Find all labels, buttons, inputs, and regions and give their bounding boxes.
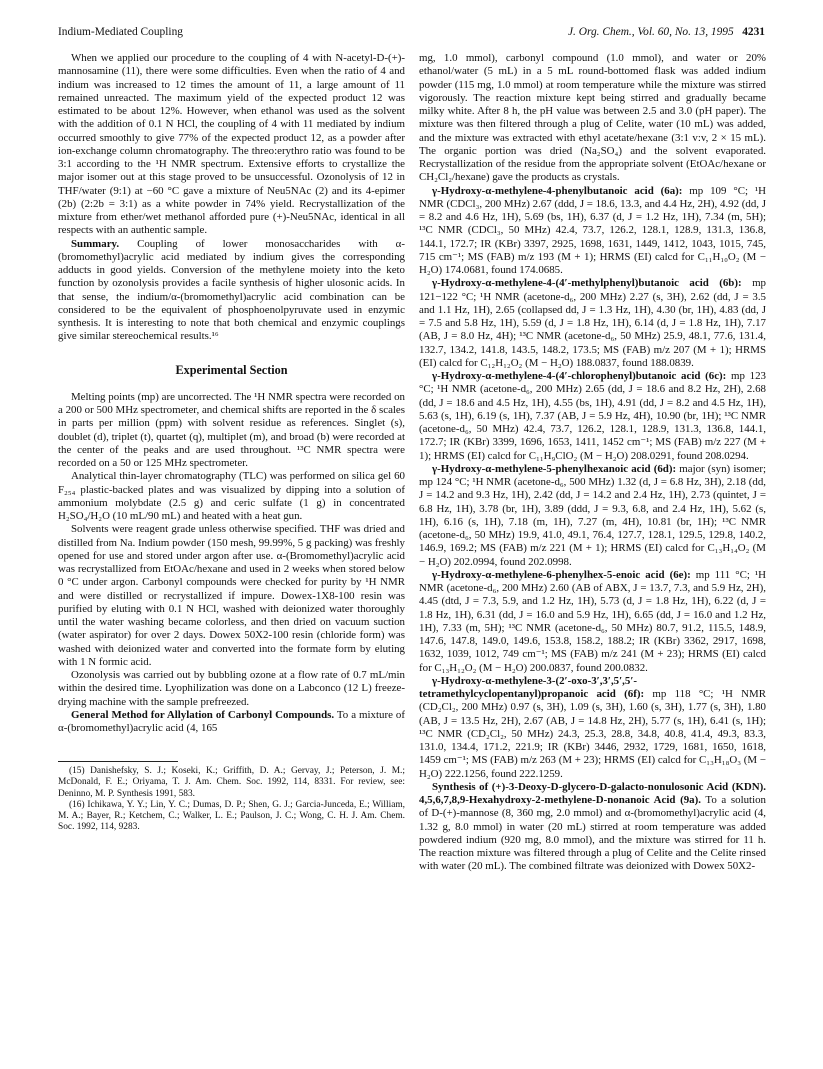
compound-6d-data: major (syn) isomer; mp 124 °C; ¹H NMR (acetone-d₆, 500 MHz) 1.32 (d, J = 6.8 Hz, 3H), 2.18 (dd, J = 14.2 and 9.3 Hz, 1H), 2.42 (dd, J = 14.2 and 2.4 Hz, 1H), 2.73 (quintet, J = 6.8 Hz, 1H), 3.78 (br, 1H), 3.89 (ddd, J = 9.3, 6.8, and 2.4 Hz, 1H), 5.62 (s, 1H), 6.16 (s, 1H), 7.18 (m, 1H), 7.27 (m, 4H), 10.81 (br, 1H); ¹³C NMR (acetone-d₆, 50 MHz) 19.9, 41.0, 49.1, 76.4, 127.7, 128.1, 129.5, 129.8, 140.2, 146.9, 169.2; MS (FAB) m/z 221 (M + 1); HRMS (EI) calcd for C₁₃H₁₄O₂ (M − H₂O) 202.0994, found 202.0998. <box>419 462 766 568</box>
methods-paragraph-nmr: Melting points (mp) are uncorrected. The ¹H NMR spectra were recorded on a 200 or 500 MHz spectrometer, and chemical shifts are reported in the δ scales in parts per million (ppm) with solvent residue as references. Singlet (s), doublet (d), triplet (t), quartet (q), multiplet (m), and broad (b) were recorded at the center of the peaks and are used throughout. ¹³C NMR spectra were recorded on a 50 or 125 MHz spectrometer. <box>58 390 405 469</box>
running-header <box>58 26 765 42</box>
right-column <box>419 52 766 874</box>
compound-6f-name: γ-Hydroxy-α-methylene-3-(2′-oxo-3′,3′,5′,5′-tetramethylcyclopentanyl)propanoic acid (6f): <box>419 674 645 700</box>
summary-label: Summary. <box>71 237 120 250</box>
general-method-label: General Method for Allylation of Carbonyl Compounds. <box>71 708 335 721</box>
methods-paragraph-tlc: Analytical thin-layer chromatography (TLC) was performed on silica gel 60 F₂₅₄ plastic-backed plates and was visualized by dipping into a solution of ammonium molybdate (2.5 g) and ceric sulfate (1 g) in concentrated H₂SO₄/H₂O (10 mL/90 mL) and heated with a heat gun. <box>58 470 405 522</box>
compound-6b-data: mp 121−122 °C; ¹H NMR (acetone-d₆, 200 MHz) 2.27 (s, 3H), 2.62 (dd, J = 3.5 and 1.1 Hz, 1H), 2.65 (collapsed dd, J = 1.3 Hz, 1H), 4.30 (br, 1H), 4.83 (dd, J = 7.5 and 5.8 Hz, 1H), 5.59 (d, J = 1.8 Hz, 1H), 6.14 (d, J = 1.8 Hz, 1H), 7.17 (AB, J = 8.0 Hz, 4H); ¹³C NMR (acetone-d₆, 50 MHz) 25.9, 48.1, 77.6, 131.4, 132.7, 134.2, 141.8, 143.5, 148.2, 173.5; MS (FAB) m/z 207 (M + 1); HRMS (EI) calcd for C₁₂H₁₂O₂ (M − H₂O) 188.0837, found 188.0839. <box>419 277 766 369</box>
methods-paragraph-ozonolysis: Ozonolysis was carried out by bubbling ozone at a flow rate of 0.7 mL/min within the desired time. Lyophilization was done on a Labconco (12 L) freeze-drying machine with the sample prefreezed. <box>58 669 405 708</box>
kdn-synthesis-entry <box>419 781 766 874</box>
footnote-16: (16) Ichikawa, Y. Y.; Lin, Y. C.; Dumas, D. P.; Shen, G. J.; Garcia-Junceda, E.; William, M. A.; Bayer, R.; Ketchem, C.; Walker, L. E.; Paulson, J. C.; Wong, C. H. J. Am. Chem. Soc. 1992, 114, 9283. <box>58 799 405 833</box>
compound-6b-entry <box>419 277 766 370</box>
left-column <box>58 52 405 833</box>
general-method-text: To a mixture of α-(bromomethyl)acrylic acid (4, 165 <box>58 708 405 734</box>
footnote-15: (15) Danishefsky, S. J.; Koseki, K.; Griffith, D. A.; Gervay, J.; Peterson, J. M.; McDonald, F. E.; Oriyama, T. J. Am. Chem. Soc. 1992, 114, 8331. For review, see: Deninno, M. P. Synthesis 1991, 583. <box>58 766 405 799</box>
kdn-synthesis-text: To a solution of D-(+)-mannose (8, 360 mg, 2.0 mmol) and α-(bromomethyl)acrylic acid (4, 1.32 g, 8.0 mmol) in water (20 mL) stirred at room temperature was added powdered indium (920 mg, 8.0 mmol), and the mixture was stirred for 11 h. The reaction mixture was filtered through a plug of Celite and the Celite rinsed with water (20 mL). The combined filtrate was deionized with Dowex 50X2- <box>419 794 766 873</box>
compound-6c-name: γ-Hydroxy-α-methylene-4-(4′-chlorophenyl)butanoic acid (6c): <box>432 370 727 382</box>
compound-6c-entry <box>419 370 766 463</box>
compound-6f-entry <box>419 675 766 781</box>
compound-6e-data: mp 111 °C; ¹H NMR (acetone-d₆, 200 MHz) 2.60 (AB of ABX, J = 13.7, 7.3, and 5.9 Hz, 2H), 4.45 (dtd, J = 7.3, 5.9, and 1.2 Hz, 1H), 5.73 (d, J = 1.8 Hz, 1H), 6.22 (d, J = 1.8 Hz, 1H), 6.31 (dd, J = 16.0 and 5.9 Hz, 1H), 6.65 (dd, J = 16.0 and 1.2 Hz, 1H), 7.33 (m, 5H); ¹³C NMR (acetone-d₆, 50 MHz) 80.7, 91.2, 115.5, 148.9, 147.6, 147.8, 149.0, 149.6, 153.8, 158.2, 188.2; IR (KBr) 3362, 2917, 1698, 1632, 1039, 1012, 749 cm⁻¹; MS (FAB) m/z 241 (M + 23); HRMS (EI) calcd for C₁₃H₁₂O₂ (M − H₂O) 200.0837, found 200.0832. <box>419 568 766 674</box>
compound-6d-entry <box>419 463 766 569</box>
general-method-paragraph <box>58 709 405 736</box>
compound-6e-name: γ-Hydroxy-α-methylene-6-phenylhex-5-enoic acid (6e): <box>432 568 691 581</box>
summary-paragraph <box>58 238 405 344</box>
journal-citation <box>568 26 765 38</box>
compound-6c-data: mp 123 °C; ¹H NMR (acetone-d₆, 200 MHz) 2.65 (dd, J = 18.6 and 8.2 Hz, 2H), 2.68 (dd, J = 18.6 and 4.5 Hz, 1H), 4.55 (bs, 1H), 4.91 (dd, J = 8.2 and 4.5 Hz, 1H), 5.63 (s, 1H), 6.19 (s, 1H), 7.37 (AB, J = 5.9 Hz, 4H), 10.90 (br, 1H); ¹³C NMR (acetone-d₆, 50 MHz) 42.4, 73.7, 126.2, 128.1, 128.9, 131.3, 136.8, 144.1, 172.7; IR (KBr) 3399, 1696, 1653, 1411, 1452 cm⁻¹; MS (FAB) m/z 227 (M + 1); HRMS (EI) calcd for C₁₁H₉ClO₂ (M − H₂O) 208.0291, found 208.0294. <box>419 370 766 462</box>
summary-text: Coupling of lower monosaccharides with α-(bromomethyl)acrylic acid mediated by indium gives the corresponding adducts in good yields. Conversion of the methylene moiety into the keto function by ozonolysis provides a facile synthesis of higher ulosonic acids. In that sense, the indium/α-(bromomethyl)acrylic acid combination can be considered to be the equivalent of phosphoenolpyruvate used in enzymic synthesis. It is interesting to note that both chemical and enzymic couplings give similar stereochemical results.¹⁶ <box>58 237 405 343</box>
page-number: 4231 <box>742 26 765 38</box>
compound-6d-name: γ-Hydroxy-α-methylene-5-phenylhexanoic acid (6d): <box>432 462 677 475</box>
compound-6a-data: mp 109 °C; ¹H NMR (CDCl₃, 200 MHz) 2.67 (ddd, J = 18.6, 13.3, and 4.4 Hz, 2H), 4.92 (dd, J = 8.2 and 4.6 Hz, 1H), 5.69 (bs, 1H), 6.37 (d, J = 1.2 Hz, 1H), 7.34 (m, 5H); ¹³C NMR (CDCl₃, 50 MHz) 42.4, 73.7, 126.2, 128.1, 128.9, 131.3, 136.8, 144.1, 172.7; IR (KBr) 3397, 2925, 1698, 1631, 1449, 1412, 1043, 1015, 745, 715 cm⁻¹; MS (FAB) m/z 193 (M + 1); HRMS (EI) calcd for C₁₁H₁₀O₂ (M − H₂O) 174.0681, found 174.0685. <box>419 184 766 276</box>
experimental-heading: Experimental Section <box>175 362 288 377</box>
results-paragraph: When we applied our procedure to the coupling of 4 with N-acetyl-D-(+)-mannosamine (11), there were some difficulties. Even when the ratio of 4 and indium was increased to 12 times the amount of 11, a large amount of 11 remained unreacted. The maximum yield of the expected product 12 was estimated to be about 12%. However, when ethanol was used as the solvent with the addition of 0.1 N HCl, the coupling of 4 with 11 mediated by indium occurred smoothly to give 77% of the expected product 12, as a powder after ion-exchange column chromatography. The threo:erythro ratio was found to be 3:1 according to the ¹H NMR spectrum. Extensive efforts to crystallize the major isomer out at this stage proved to be unsuccessful. Ozonolysis of 12 in THF/water (9:1) at −60 °C gave a mixture of Neu5NAc (2) and its 4-epimer (2b) (2:2b = 3:1) as a white powder in 74% yield. Recrystallization of the mixture from ether/wet methanol afforded pure (+)-Neu5NAc, identical in all respects with an authentic sample. <box>58 52 405 237</box>
general-method-continued: mg, 1.0 mmol), carbonyl compound (1.0 mmol), and water or 20% ethanol/water (5 mL) in a 5 mL round-bottomed flask was added indium powder (115 mg, 1.0 mmol) at room temperature while the mixture was stirred vigorously. The reaction mixture kept being stirred and gradually became milky white. After 8 h, the pH value was between 2.5 and 3.0 (pH paper). The mixture was then filtered through a plug of Celite, water (10 mL) was added, and the mixture was extracted with ethyl acetate/hexane (3:1 v:v, 2 × 15 mL). The organic portion was dried (Na₂SO₄) and the solvent evaporated. Recrystallization of the residue from the appropriate solvent (EtOAc/hexane or CH₂Cl₂/hexane) gave the products as crystals. <box>419 52 766 184</box>
compound-6f-data: mp 118 °C; ¹H NMR (CD₂Cl₂, 200 MHz) 0.97 (s, 3H), 1.09 (s, 3H), 1.60 (s, 3H), 1.77 (s, 3H), 1.80 (AB, J = 13.5 Hz, 2H), 2.67 (AB, J = 14.8 Hz, 2H), 5.77 (s, 1H), 6.41 (s, 1H); ¹³C NMR (CD₂Cl₂, 50 MHz) 24.3, 25.3, 28.8, 34.8, 40.8, 41.4, 49.3, 83.3, 131.0, 134.4, 171.2, 221.9; IR (KBr) 3446, 2932, 1729, 1681, 1650, 1618, 1459 cm⁻¹; MS (FAB) m/z 263 (M + 23); HRMS (EI) calcd for C₁₃H₁₈O₃ (M − H₂O) 222.1256, found 222.1259. <box>419 688 766 780</box>
methods-paragraph-solvents: Solvents were reagent grade unless otherwise specified. THF was dried and distilled from Na. Indium powder (150 mesh, 99.99%, 5 g packing) was freshly opened for use and stored under argon after use. α-(Bromomethyl)acrylic acid was recrystallized from EtOAc/hexane and used in 2 weeks when stored below 0 °C under argon. Carbonyl compounds were checked for purity by ¹H NMR and were distilled or recrystallized if impure. Dowex-1X8-100 resin was purified by eluting with 0.1 N HCl, washed with deionized water thoroughly until the water washing became colorless, and then dried on vacuum suction (water aspirator) for over 2 days. Dowex 50X2-100 resin (chloride form) was washed with deionized water and converted into the formate form by eluting with 1 N formic acid. <box>58 523 405 668</box>
running-title: Indium-Mediated Coupling <box>58 26 183 38</box>
journal-name: J. Org. Chem., Vol. 60, No. 13, 1995 <box>567 26 734 38</box>
compound-6a-entry <box>419 185 766 278</box>
compound-6a-name: γ-Hydroxy-α-methylene-4-phenylbutanoic acid (6a): <box>432 184 683 197</box>
kdn-synthesis-heading: Synthesis of (+)-3-Deoxy-D-glycero-D-galacto-nonulosonic Acid (KDN). 4,5,6,7,8,9-Hexahydroxy-2-methylene-D-nonanoic Acid (9a). <box>419 780 766 806</box>
footnote-rule <box>58 761 178 762</box>
compound-6b-name: γ-Hydroxy-α-methylene-4-(4′-methylphenyl)butanoic acid (6b): <box>432 277 742 290</box>
compound-6e-entry <box>419 569 766 675</box>
